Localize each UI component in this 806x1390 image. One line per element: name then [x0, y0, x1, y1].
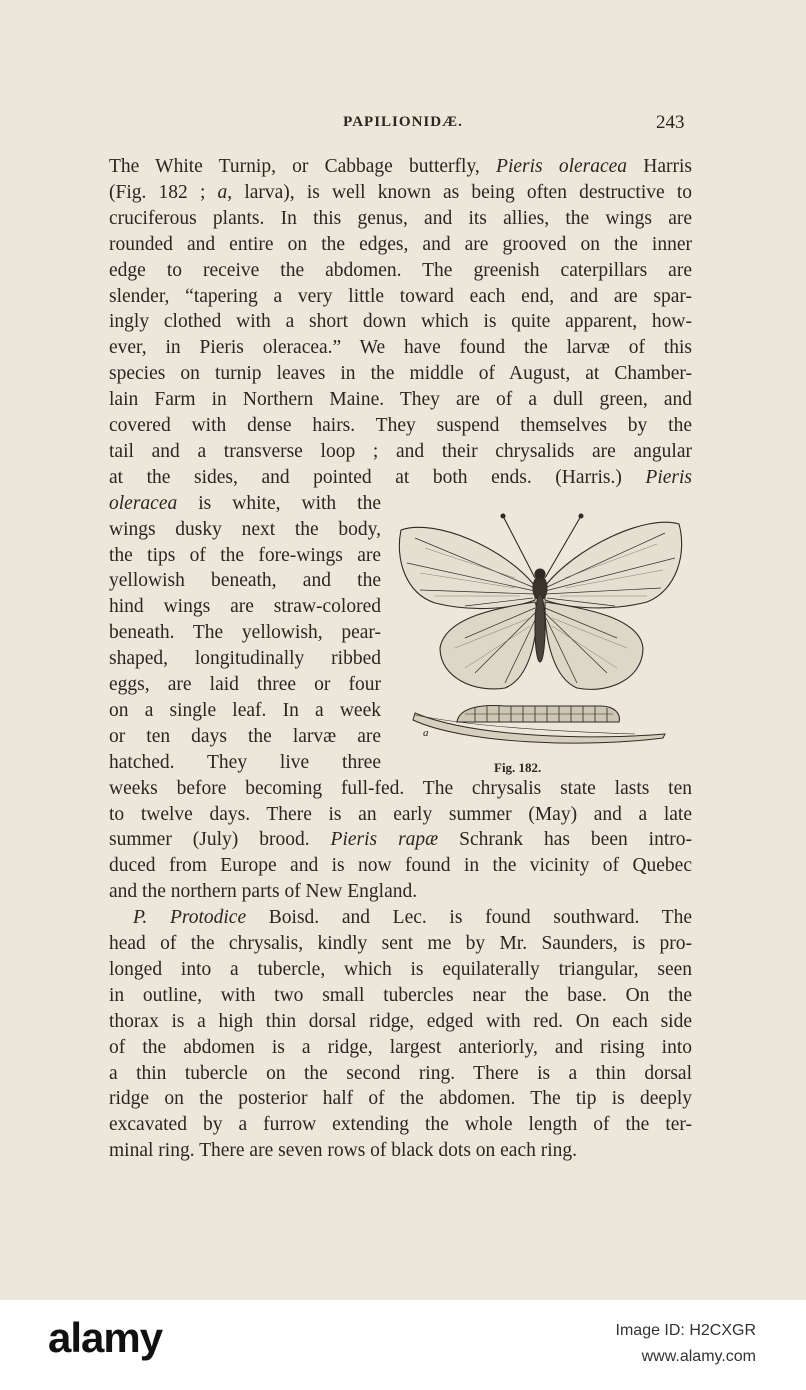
text-line: [109, 752, 381, 774]
line-text: slender, “tapering a very little toward each end, and are spar-: [109, 286, 692, 307]
line-text: tail and a transverse loop ; and their chrysalids are angular: [109, 441, 692, 462]
text-line: [109, 519, 381, 541]
text-line: [109, 311, 692, 333]
line-text: or ten days the larvæ are: [109, 726, 381, 747]
text-line: [109, 674, 381, 696]
text-line: [109, 260, 692, 282]
text-line: [109, 441, 692, 463]
butterfly-figure: [395, 508, 687, 753]
text-line: [109, 700, 381, 722]
text-line: [133, 907, 692, 929]
italic-term: a: [217, 182, 228, 203]
figure-caption: Fig. 182.: [494, 760, 542, 775]
text-line: [109, 726, 381, 748]
text-line: [109, 933, 692, 955]
line-text: yellowish beneath, and the: [109, 570, 381, 591]
line-text: wings dusky next the body,: [109, 519, 381, 540]
alamy-logo: alamy: [48, 1314, 163, 1361]
left-hindwing: [440, 602, 537, 689]
page-number: 243: [656, 112, 685, 133]
line-text: and the northern parts of New England.: [109, 881, 418, 902]
line-text: species on turnip leaves in the middle of August, at Chamber-: [109, 363, 692, 384]
line-text: Harris: [627, 156, 692, 177]
line-text: head of the chrysalis, kindly sent me by Mr. Saunders, is pro-: [109, 933, 692, 954]
text-line: [109, 493, 381, 515]
right-hindwing: [545, 602, 643, 689]
line-text: summer (July) brood.: [109, 829, 331, 850]
text-line: [109, 363, 692, 385]
line-text: longed into a tubercle, which is equilaterally triangular, seen: [109, 959, 692, 980]
line-text: a thin tubercle on the second ring. There is a thin dorsal: [109, 1063, 692, 1084]
line-text: ingly clothed with a short down which is quite apparent, how-: [109, 311, 692, 332]
line-text: minal ring. There are seven rows of black dots on each ring.: [109, 1140, 578, 1161]
italic-term: oleracea: [109, 493, 178, 514]
text-line: [109, 286, 692, 308]
text-line: [109, 829, 692, 851]
line-text: shaped, longitudinally ribbed: [109, 648, 381, 669]
text-line: [109, 648, 381, 670]
line-text: beneath. The yellowish, pear-: [109, 622, 381, 643]
italic-term: Pieris oleracea: [496, 156, 628, 177]
image-id: Image ID: H2CXGR: [615, 1322, 756, 1339]
italic-term: P. Protodice: [133, 907, 247, 928]
line-text: Schrank has been intro-: [438, 829, 692, 850]
line-text: rounded and entire on the edges, and are grooved on the inner: [109, 234, 692, 255]
text-line: [109, 1140, 692, 1162]
stock-watermark-banner: [0, 1300, 806, 1390]
line-text: ridge on the posterior half of the abdomen. The tip is deeply: [109, 1088, 692, 1109]
line-text: lain Farm in Northern Maine. They are of a dull green, and: [109, 389, 692, 410]
text-line: [109, 337, 692, 359]
text-line: [109, 596, 381, 618]
text-line: [109, 415, 692, 437]
text-line: [109, 855, 692, 877]
text-line: [109, 985, 692, 1007]
text-line: [109, 804, 692, 826]
line-text: in outline, with two small tubercles near the base. On the: [109, 985, 692, 1006]
line-text: excavated by a furrow extending the whole length of the ter-: [109, 1114, 692, 1135]
line-text: thorax is a high thin dorsal ridge, edged with red. On each side: [109, 1011, 692, 1032]
line-text: edge to receive the abdomen. The greenish caterpillars are: [109, 260, 692, 281]
text-line: [109, 622, 381, 644]
line-text: is white, with the: [177, 493, 381, 514]
line-text: hind wings are straw-colored: [109, 596, 381, 617]
text-line: [109, 570, 381, 592]
line-text: duced from Europe and is now found in the vicinity of Quebec: [109, 855, 692, 876]
text-line: [109, 1063, 692, 1085]
text-line: [109, 467, 692, 489]
line-text: of the abdomen is a ridge, largest anteriorly, and rising into: [109, 1037, 692, 1058]
line-text: weeks before becoming full-fed. The chrysalis state lasts ten: [109, 778, 692, 799]
text-line: [109, 234, 692, 256]
line-text: hatched. They live three: [109, 752, 381, 773]
text-line: [109, 389, 692, 411]
line-text: covered with dense hairs. They suspend themselves by the: [109, 415, 692, 436]
line-text: The White Turnip, or Cabbage butterfly,: [109, 156, 497, 177]
butterfly-abdomen: [535, 594, 545, 662]
watermark-url: www.alamy.com: [641, 1348, 756, 1365]
italic-term: Pieris rapæ: [330, 829, 439, 850]
text-line: [109, 208, 692, 230]
italic-term: Pieris: [645, 467, 692, 488]
line-text: cruciferous plants. In this genus, and its allies, the wings are: [109, 208, 692, 229]
line-text: at the sides, and pointed at both ends. (Harris.): [109, 467, 646, 488]
line-text: on a single leaf. In a week: [109, 700, 381, 721]
text-line: [109, 881, 692, 903]
text-line: [109, 778, 692, 800]
running-header-title: PAPILIONIDÆ.: [343, 114, 463, 130]
line-text: eggs, are laid three or four: [109, 674, 381, 695]
text-line: [109, 545, 381, 567]
line-text: , larva), is well known as being often destructive to: [227, 182, 692, 203]
larva-label: a: [423, 727, 429, 739]
text-line: [109, 182, 692, 204]
line-text: Boisd. and Lec. is found southward. The: [246, 907, 693, 928]
text-line: [109, 1114, 692, 1136]
larva-on-leaf: [413, 706, 665, 744]
text-line: [109, 1011, 692, 1033]
text-line: [109, 156, 692, 178]
text-line: [109, 959, 692, 981]
line-text: the tips of the fore-wings are: [109, 545, 381, 566]
line-text: to twelve days. There is an early summer (May) and a late: [109, 804, 692, 825]
text-line: [109, 1037, 692, 1059]
line-text: ever, in Pieris oleracea.” We have found the larvæ of this: [109, 337, 692, 358]
line-text: (Fig. 182 ;: [109, 182, 218, 203]
text-line: [109, 1088, 692, 1110]
